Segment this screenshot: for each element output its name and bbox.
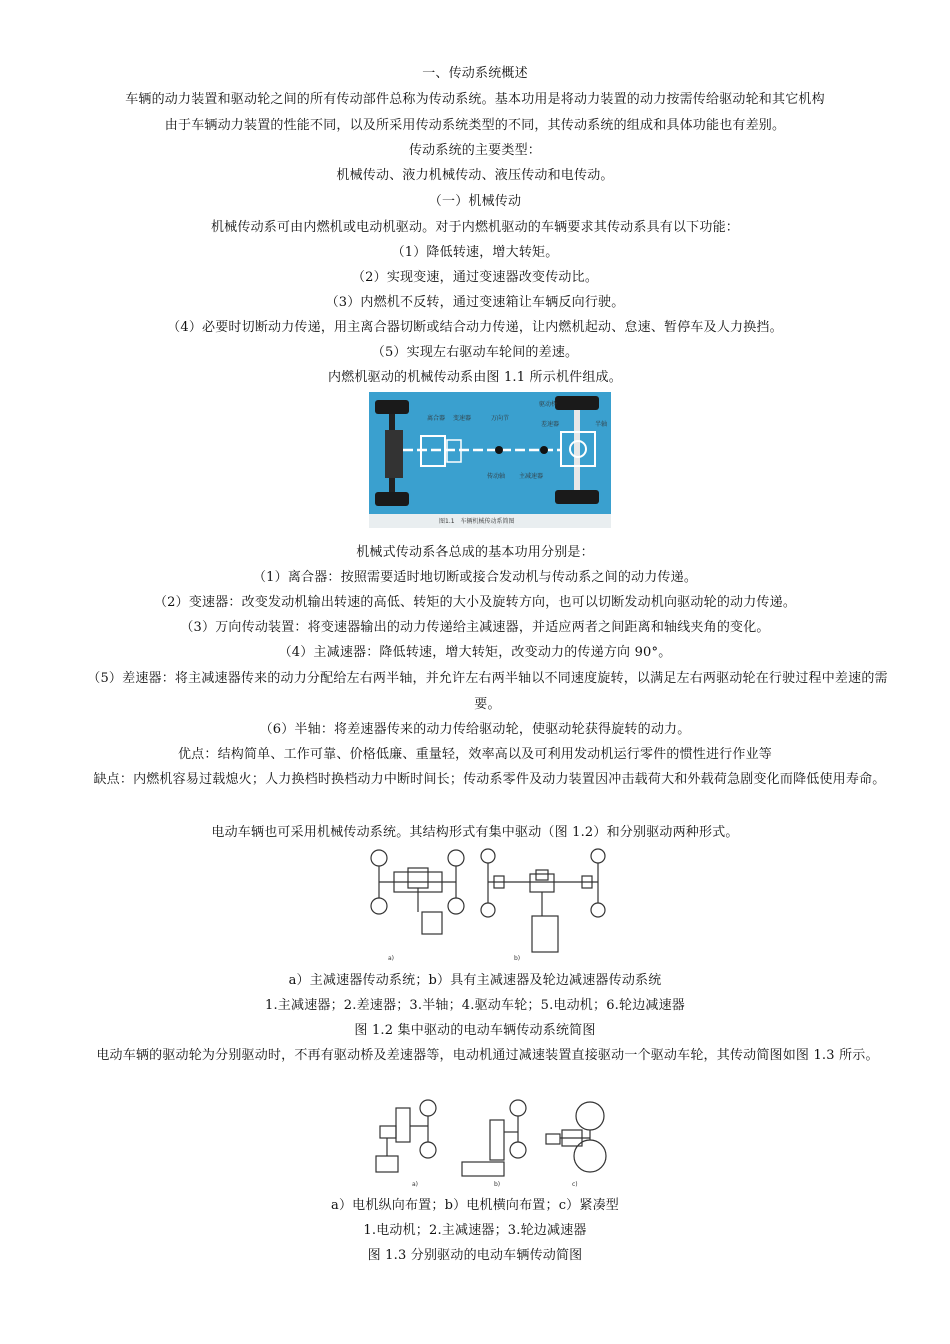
figure-1-3-caption-b: 1.电动机；2.主减速器；3.轮边减速器: [363, 1223, 587, 1238]
figure-1-3-sub-a: a): [412, 1181, 419, 1188]
figure-1-3-caption: 图 1.3 分别驱动的电动车辆传动简图: [367, 1248, 583, 1263]
component-5-differential: （5）差速器：将主减速器传来的动力分配给左右两半轴，并允许左右两半轴以不同速度旋转，以满足左右两驱动轮在行驶过程中差速的需要。: [87, 671, 888, 712]
function-item-4: （4）必要时切断动力传递，用主离合器切断或结合动力传递，让内燃机起动、怠速、暂停车及人力换挡。: [167, 320, 783, 335]
figure-1-2: [366, 846, 616, 964]
disadvantages: 缺点：内燃机容易过载熄火；人力换档时换档动力中断时间长；传动系零件及动力装置因冲击载荷大和外载荷急剧变化而降低使用寿命。: [93, 772, 886, 787]
figure-1-3: [366, 1096, 610, 1188]
figure-1-1-intro: 内燃机驱动的机械传动系由图 1.1 所示机件组成。: [328, 370, 622, 385]
types-list: 机械传动、液力机械传动、液压传动和电传动。: [336, 168, 614, 183]
component-2-gearbox: （2）变速器：改变发动机输出转速的高低、转矩的大小及旋转方向，也可以切断发动机向驱动轮的动力传递。: [153, 595, 797, 610]
label-clutch: 离合器: [427, 415, 446, 422]
mechanical-intro: 机械传动系可由内燃机或电动机驱动。对于内燃机驱动的车辆要求其传动系具有以下功能：: [210, 220, 739, 235]
component-4-final-drive: （4）主减速器：降低转速，增大转矩，改变动力的传递方向 90°。: [278, 645, 672, 660]
component-3-universal: （3）万向传动装置：将变速器输出的动力传递给主减速器，并适应两者之间距离和轴线夹角的变化。: [180, 620, 770, 635]
function-item-2: （2）实现变速，通过变速器改变传动比。: [351, 270, 599, 285]
intro-paragraph-1: 车辆的动力装置和驱动轮之间的所有传动部件总称为传动系统。基本功用是将动力装置的动力按需传给驱动轮和其它机构: [125, 92, 825, 107]
function-item-5: （5）实现左右驱动车轮间的差速。: [371, 345, 579, 360]
figure-1-2-sub-b: b): [514, 955, 521, 962]
components-heading: 机械式传动系各总成的基本功用分别是：: [356, 545, 594, 560]
mechanical-drivetrain-diagram: [369, 392, 611, 528]
figure-1-3-sub-c: c): [572, 1181, 578, 1188]
separate-drive-diagram: [366, 1096, 610, 1188]
component-1-clutch: （1）离合器：按照需要适时地切断或接合发动机与传动系之间的动力传递。: [252, 570, 698, 585]
figure-1-3-caption-a: a）电机纵向布置；b）电机横向布置；c）紧凑型: [331, 1198, 619, 1213]
label-drive-axle: 驱动桥: [539, 401, 558, 408]
wheel: [375, 400, 409, 414]
advantages: 优点：结构简单、工作可靠、价格低廉、重量轻，效率高以及可利用发动机运行零件的惯性进行作业等: [177, 747, 772, 762]
wheel: [375, 492, 409, 506]
types-heading: 传动系统的主要类型：: [408, 143, 541, 158]
figure-1-2-caption-a: a）主减速器传动系统；b）具有主减速器及轮边减速器传动系统: [288, 973, 662, 988]
label-gearbox: 变速器: [453, 415, 472, 422]
ev-intro: 电动车辆也可采用机械传动系统。其结构形式有集中驱动（图 1.2）和分别驱动两种形式。: [211, 825, 739, 840]
section-title: 一、传动系统概述: [422, 66, 528, 81]
subsection-title: （一）机械传动: [428, 194, 522, 209]
figure-1-1-inner-caption: 图1.1 车辆机械传动系简图: [439, 518, 515, 525]
engine-block: [385, 430, 403, 478]
central-drive-diagram: [366, 846, 616, 964]
label-differential: 差速器: [541, 421, 560, 428]
separate-drive-intro: 电动车辆的驱动轮为分别驱动时，不再有驱动桥及差速器等，电动机通过减速装置直接驱动一个驱动车轮，其传动简图如图 1.3 所示。: [96, 1048, 879, 1063]
function-item-3: （3）内燃机不反转，通过变速箱让车辆反向行驶。: [325, 295, 625, 310]
label-final-drive: 主减速器: [519, 473, 544, 480]
figure-1-2-sub-a: a): [388, 955, 395, 962]
intro-paragraph-2: 由于车辆动力装置的性能不同，以及所采用传动系统类型的不同，其传动系统的组成和具体功能也有差别。: [164, 118, 786, 133]
function-item-1: （1）降低转速，增大转矩。: [391, 245, 559, 260]
figure-1-3-sub-b: b): [494, 1181, 501, 1188]
wheel: [555, 490, 599, 504]
label-propeller-shaft: 传动轴: [487, 473, 506, 480]
label-universal-joint: 万向节: [491, 415, 510, 422]
component-6-half-shaft: （6）半轴：将差速器传来的动力传给驱动轮，使驱动轮获得旋转的动力。: [259, 722, 691, 737]
figure-1-2-caption-b: 1.主减速器；2.差速器；3.半轴；4.驱动车轮；5.电动机；6.轮边减速器: [264, 998, 686, 1013]
wheel: [555, 396, 599, 410]
figure-1-2-caption: 图 1.2 集中驱动的电动车辆传动系统简图: [354, 1023, 596, 1038]
label-half-shaft: 半轴: [595, 421, 608, 428]
figure-1-1: [369, 392, 611, 528]
